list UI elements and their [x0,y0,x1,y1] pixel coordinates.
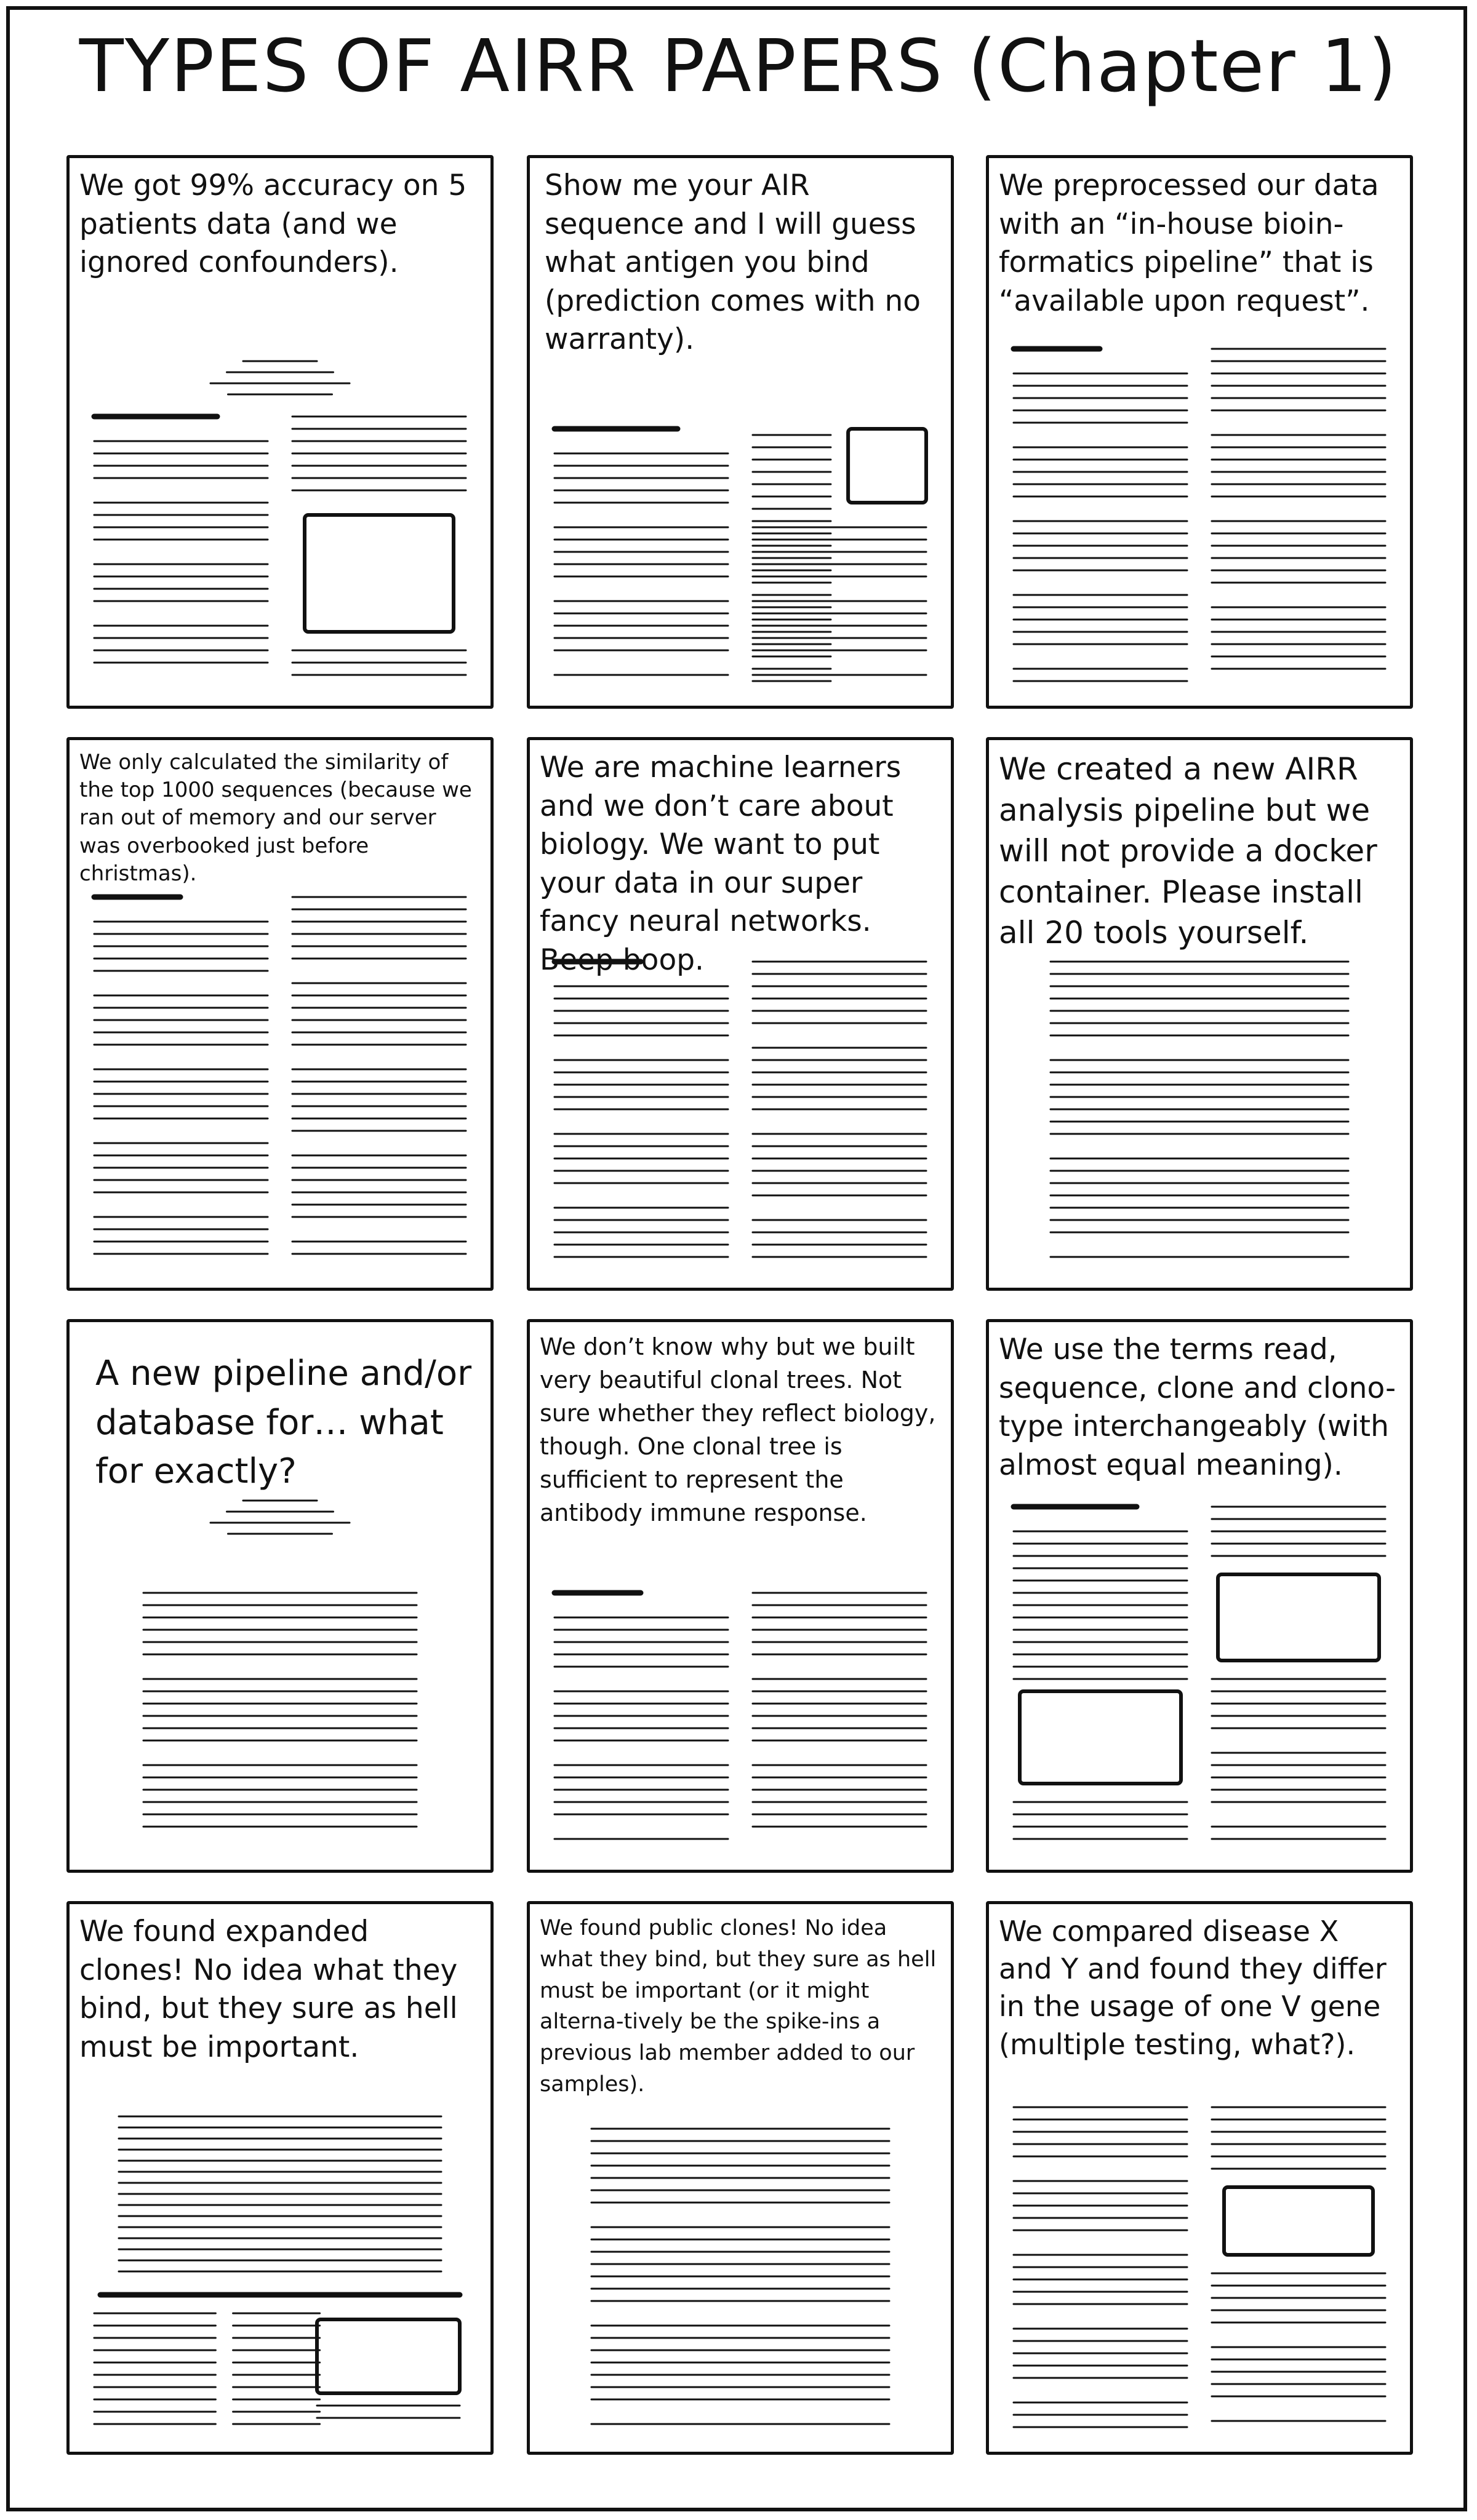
panel-caption: We are machine learners and we don’t care about biology. We want to put your data in our super fancy neural networks. Beep boop. [540,751,902,977]
panel-1 [66,155,494,709]
panel-10 [66,1901,494,2455]
panel-7 [66,1319,494,1873]
panel-caption: We found expanded clones! No idea what they bind, but they sure as hell must be important. [79,1915,458,2064]
panel-11 [527,1901,954,2455]
figure-box-sketch [1224,2187,1373,2255]
panel-2 [527,155,954,709]
panel-3 [986,155,1413,709]
panel-caption: We found public clones! No idea what they bind, but they sure as hell must be important (or it might alterna-tively be the spike-ins a previous lab member added to our samples). [540,1916,937,2097]
figure-box-sketch [1218,1574,1379,1661]
panel-5 [527,737,954,1291]
panel-caption: We don’t know why but we built very beautiful clonal trees. Not sure whether they reflect biology, though. One clonal tree is sufficient to represent the antibody immune response. [540,1333,936,1526]
panel-4 [66,737,494,1291]
panel-9 [986,1319,1413,1873]
panel-caption: A new pipeline and/or database for… what for exactly? [95,1354,472,1492]
figure-box-sketch [1020,1691,1181,1784]
panel-caption: We use the terms read, sequence, clone and clono-type interchangeably (with almost equal meaning). [999,1333,1396,1482]
panel-caption: We preprocessed our data with an “in-house bioin-formatics pipeline” that is “available upon request”. [999,169,1379,318]
panel-caption: We compared disease X and Y and found they differ in the usage of one V gene (multiple testing, what?). [999,1915,1387,2061]
panel-caption: We got 99% accuracy on 5 patients data (and we ignored confounders). [79,169,467,279]
panel-8 [527,1319,954,1873]
panel-6 [986,737,1413,1291]
figure-box-sketch [848,429,926,503]
panel-caption: Show me your AIR sequence and I will guess what antigen you bind (prediction comes with no warranty). [545,169,921,356]
comic-title: TYPES OF AIRR PAPERS (Chapter 1) [79,23,1398,108]
figure-box-sketch [317,2319,460,2393]
figure-box-sketch [305,515,454,632]
panel-caption: We only calculated the similarity of the top 1000 sequences (because we ran out of memory and our server was overbooked just before christmas). [79,750,472,886]
panel-12 [986,1901,1413,2455]
panel-caption: We created a new AIRR analysis pipeline but we will not provide a docker container. Please install all 20 tools yourself. [999,751,1377,951]
